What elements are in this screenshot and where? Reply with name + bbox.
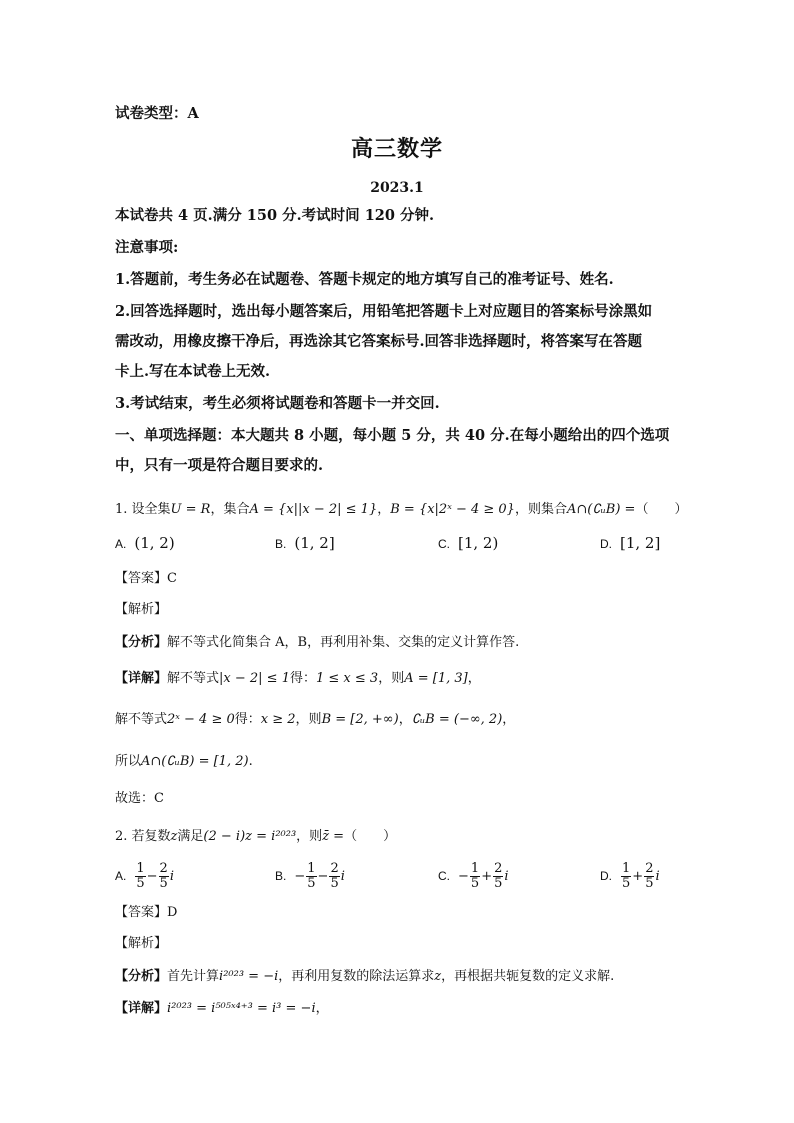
q2-equation: (2 − i)z = i²⁰²³: [203, 829, 297, 844]
q2-option-a: A. $\frac{1}{5}$ − $\frac{2}{5}$ i: [115, 861, 174, 891]
question-1-stem: [115, 500, 687, 520]
q1-set-a: A = {x||x − 2| ≤ 1}: [249, 502, 378, 517]
q1-option-a: A. (1, 2): [115, 534, 175, 552]
q2-option-d: D. $\frac{1}{5}$ + $\frac{2}{5}$ i: [600, 861, 660, 891]
page-title: 高三数学: [350, 136, 443, 162]
notice-item-2-line-3: 卡上.写在本试卷上无效.: [115, 363, 271, 380]
q1-stem-text-d: ，则集合: [514, 502, 567, 517]
q1-target-expression: A∩(∁ᵤB) =: [566, 502, 636, 517]
q1-detail-line-2: 解不等式2ˣ − 4 ≥ 0得：x ≥ 2，则B = [2, +∞)，∁ᵤB = (−∞, 2)，: [115, 712, 516, 727]
q2-option-c: C. − $\frac{1}{5}$ + $\frac{2}{5}$ i: [438, 861, 509, 891]
q1-option-d: D. [1, 2]: [600, 534, 661, 552]
q1-answer-paren: （ ）: [635, 502, 688, 517]
q1-universal-set: U = R: [170, 502, 211, 517]
paper-type: 试卷类型：A: [115, 105, 199, 122]
q1-analysis-heading: 【解析】: [115, 602, 168, 617]
q2-detail: 【详解】i²⁰²³ = i⁵⁰⁵ˣ⁴⁺³ = i³ = −i，: [115, 1000, 329, 1016]
q1-option-c: C. [1, 2): [438, 534, 499, 552]
q1-choice: 故选：C: [115, 791, 164, 806]
q1-detail-line-3: 所以A∩(∁ᵤB) = [1, 2).: [115, 754, 253, 769]
q2-option-b: B. − $\frac{1}{5}$ − $\frac{2}{5}$ i: [275, 861, 345, 891]
q1-detail-tag: 【详解】: [115, 670, 168, 685]
notice-item-1: 1.答题前，考生务必在试题卷、答题卡规定的地方填写自己的准考证号、姓名.: [115, 271, 614, 288]
q1-fenxi-tag: 【分析】: [115, 634, 168, 649]
notice-item-3: 3.考试结束，考生必须将试题卷和答题卡一并交回.: [115, 395, 440, 412]
exam-summary: 本试卷共 4 页.满分 150 分.考试时间 120 分钟.: [115, 207, 435, 224]
q2-fenxi: 【分析】首先计算i²⁰²³ = −i，再利用复数的除法运算求z，再根据共轭复数的定义求解.: [115, 968, 615, 984]
q2-answer: 【答案】D: [115, 905, 178, 920]
q1-stem-text-c: ，: [377, 502, 391, 517]
exam-date: 2023.1: [370, 180, 424, 196]
q1-answer: 【答案】C: [115, 571, 177, 586]
q1-detail-line-1: 【详解】解不等式|x − 2| ≤ 1得：1 ≤ x ≤ 3，则A = [1, 3]，: [115, 670, 481, 686]
q1-stem-text-a: 1. 设全集: [115, 502, 171, 517]
section-heading-line-1: 一、单项选择题：本大题共 8 小题，每小题 5 分，共 40 分.在每小题给出的四个选项: [115, 427, 670, 444]
notice-item-2-line-2: 需改动，用橡皮擦干净后，再选涂其它答案标号.回答非选择题时，将答案写在答题: [115, 333, 643, 350]
q1-fenxi: [115, 632, 519, 653]
q1-set-b: B = {x|2ˣ − 4 ≥ 0}: [390, 502, 515, 517]
q2-analysis-heading: 【解析】: [115, 936, 168, 951]
q2-conjugate: z̄ =: [322, 829, 345, 844]
section-heading-line-2: 中，只有一项是符合题目要求的.: [115, 457, 324, 474]
notice-heading: 注意事项:: [115, 239, 179, 256]
q1-option-b: B. (1, 2]: [275, 534, 335, 552]
notice-item-2-line-1: 2.回答选择题时，选出每小题答案后，用铅笔把答题卡上对应题目的答案标号涂黑如: [115, 303, 653, 320]
question-2-stem: 2. 若复数z满足(2 − i)z = i²⁰²³，则z̄ =（ ）: [115, 829, 397, 844]
q1-fenxi-text: 解不等式化简集合 A，B，再利用补集、交集的定义计算作答.: [167, 635, 520, 650]
q1-stem-text-b: ，集合: [210, 502, 250, 517]
